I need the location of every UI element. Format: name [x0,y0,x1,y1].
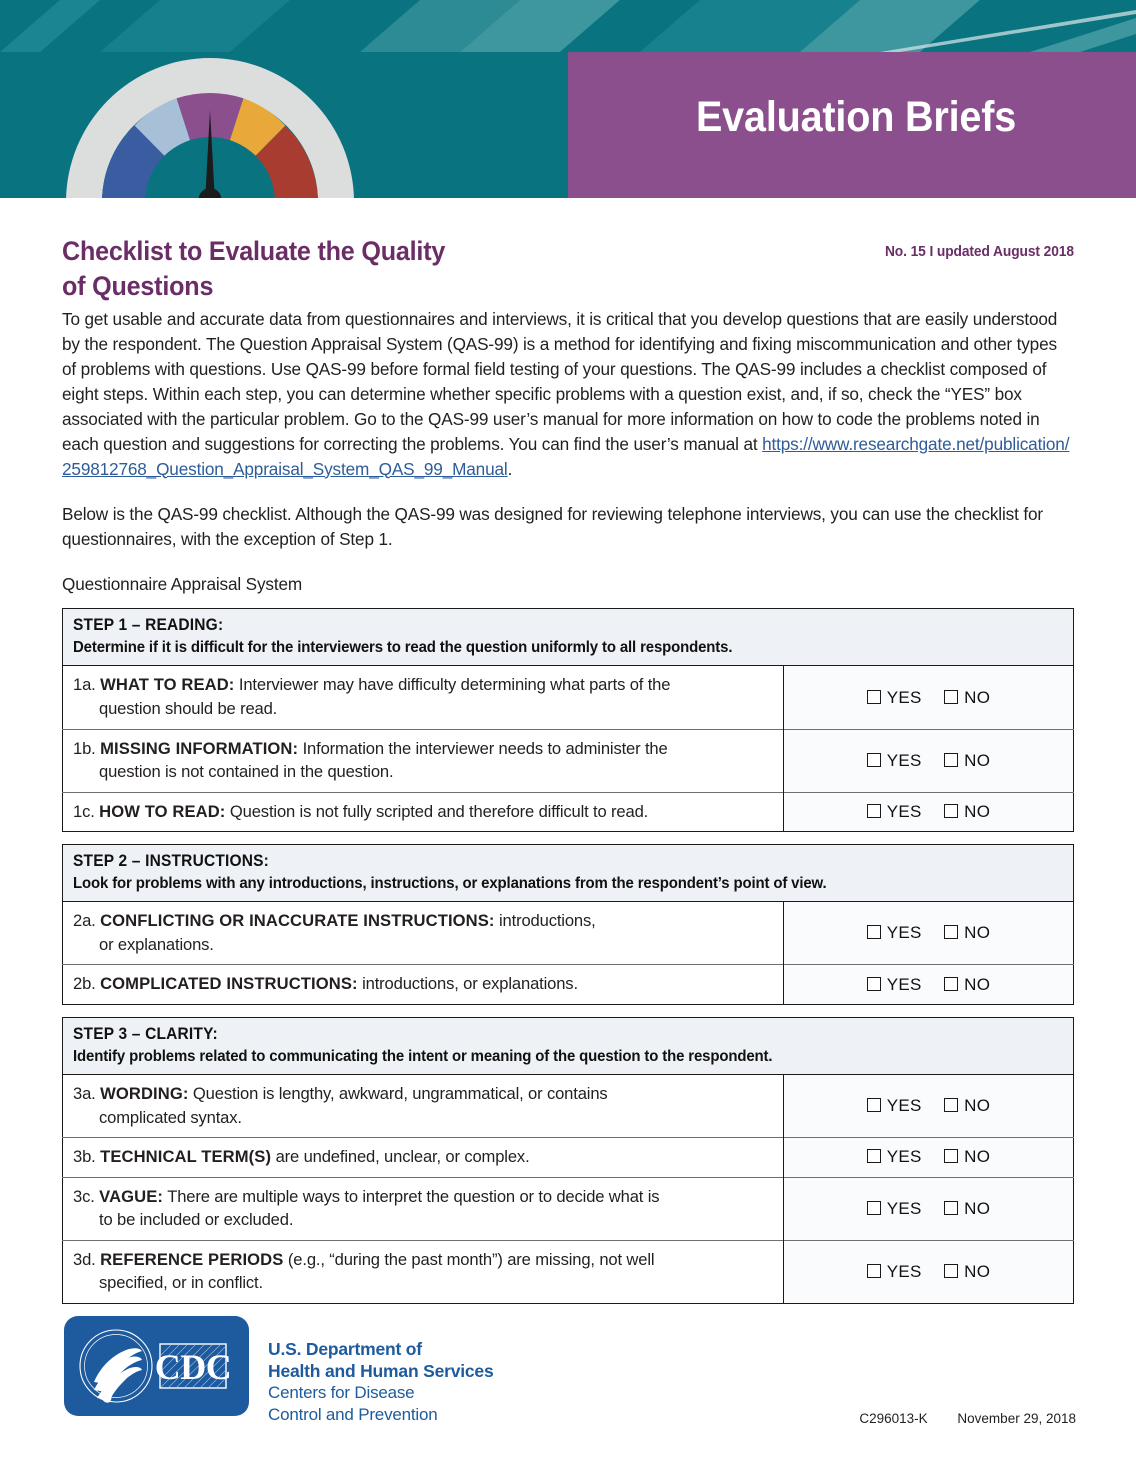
no-label: NO [964,1096,991,1116]
answer-cell [784,965,1074,1005]
checkbox-icon[interactable] [867,925,881,939]
svg-text:CDC: CDC [154,1347,232,1387]
item-rest: are undefined, unclear, or complex. [271,1147,530,1167]
no-label: NO [964,1198,991,1218]
page-footer [0,1296,1136,1458]
table-row [63,666,1074,729]
checkbox-icon[interactable] [944,977,958,991]
no-option[interactable] [944,975,990,995]
item-text-cell [63,902,784,965]
table-row [63,729,1074,792]
no-option[interactable] [944,923,990,943]
step-table-1 [62,608,1074,832]
step-name: STEP 2 – INSTRUCTIONS: [73,852,270,871]
step-header-cell [63,609,1074,666]
answer-cell [784,1240,1074,1303]
page-title [62,234,639,303]
no-option[interactable] [944,1199,990,1219]
item-rest: Question is lengthy, awkward, ungrammatical, or contains [188,1083,608,1103]
item-rest: There are multiple ways to interpret the question or to decide what is [163,1186,660,1206]
table-row [63,792,1074,832]
yes-label: YES [886,750,922,770]
item-text-cell [63,965,784,1005]
intro-text-part2: . [507,458,513,479]
item-text-cell [63,1177,784,1240]
checkbox-icon[interactable] [944,1149,958,1163]
yes-option[interactable] [867,1199,922,1219]
yes-label: YES [886,1096,922,1116]
checkbox-icon[interactable] [944,753,958,767]
item-text-cell [63,1240,784,1303]
no-label: NO [964,750,991,770]
checkbox-icon[interactable] [867,753,881,767]
intro-paragraph [62,307,1074,482]
checkbox-icon[interactable] [944,1201,958,1215]
step-header-cell [63,1017,1074,1074]
hhs-seal-icon [80,1330,152,1404]
item-rest: (e.g., “during the past month”) are missing, not well [283,1249,655,1269]
step-description: Determine if it is difficult for the interviewers to read the question uniformly to all respondents. [73,639,733,657]
item-second-line: to be included or excluded. [99,1210,294,1230]
dept-line-3: Centers for Disease [268,1383,415,1403]
yes-option[interactable] [867,1096,922,1116]
no-label: NO [964,687,991,707]
item-second-line: question should be read. [99,699,278,719]
item-rest: introductions, or explanations. [357,974,578,994]
step-header-row [63,845,1074,902]
cdc-wordmark-icon [155,1344,232,1388]
banner-stripe-decoration [0,0,1136,52]
item-number: 3a. [73,1083,96,1103]
checkbox-icon[interactable] [944,690,958,704]
answer-cell [784,1177,1074,1240]
answer-cell [784,1138,1074,1178]
item-number: 2a. [73,911,96,931]
gauge-meter-icon [60,50,360,198]
item-text-cell [63,792,784,832]
item-lead: MISSING INFORMATION: [100,738,299,758]
checkbox-icon[interactable] [944,804,958,818]
no-option[interactable] [944,802,990,822]
item-text-cell [63,729,784,792]
dept-line-4: Control and Prevention [268,1404,438,1424]
step-description: Look for problems with any introductions, instructions, or explanations from the respondent’s point of view. [73,875,827,893]
checkbox-icon[interactable] [867,1098,881,1112]
yes-label: YES [886,1147,922,1167]
step-name: STEP 3 – CLARITY: [73,1024,218,1043]
title-row [62,234,1074,303]
item-lead: WORDING: [100,1083,189,1103]
qas-manual-link[interactable]: https://www.researchgate.net/publication/259812768_Question_Appraisal_System_QAS_99_Manual [62,433,1070,479]
answer-cell [784,1074,1074,1137]
answer-cell [784,792,1074,832]
step-description: Identify problems related to communicating the intent or meaning of the question to the respondent. [73,1047,773,1065]
no-option[interactable] [944,688,990,708]
item-number: 3b. [73,1147,96,1167]
page-content [0,234,1136,1304]
item-number: 1b. [73,738,96,758]
checkbox-icon[interactable] [867,977,881,991]
yes-option[interactable] [867,975,922,995]
item-rest: Question is not fully scripted and therefore difficult to read. [225,801,649,821]
no-option[interactable] [944,1147,990,1167]
system-label: Questionnaire Appraisal System [62,573,303,594]
checkbox-icon[interactable] [944,1098,958,1112]
item-number: 1c. [73,801,95,821]
checkbox-icon[interactable] [944,1264,958,1278]
item-rest: introductions, [494,911,596,931]
answer-cell [784,666,1074,729]
step-table-2 [62,844,1074,1005]
dept-line-2: Health and Human Services [268,1361,494,1382]
item-text-cell [63,1074,784,1137]
no-option[interactable] [944,1262,990,1282]
no-label: NO [964,1261,991,1281]
item-number: 3c. [73,1186,95,1206]
no-label: NO [964,974,991,994]
below-paragraph: Below is the QAS-99 checklist. Although the QAS-99 was designed for reviewing telephone interviews, you can use the checklist for questionnaires, with the exception of Step 1. [62,503,1043,549]
no-option[interactable] [944,751,990,771]
yes-option[interactable] [867,688,922,708]
no-label: NO [964,802,991,821]
table-row [63,965,1074,1005]
item-rest: Interviewer may have difficulty determining what parts of the [234,675,671,695]
yes-label: YES [886,687,922,707]
step-header-row [63,609,1074,666]
table-row [63,1177,1074,1240]
issue-meta: No. 15 I updated August 2018 [885,244,1074,260]
yes-label: YES [886,923,922,943]
no-option[interactable] [944,1096,990,1116]
publication-code: C296013-K [859,1411,928,1426]
item-number: 1a. [73,675,96,695]
dept-line-1: U.S. Department of [268,1339,422,1359]
no-label: NO [964,1147,991,1167]
step-table-3 [62,1017,1074,1304]
checkbox-icon[interactable] [867,690,881,704]
item-rest: Information the interviewer needs to administer the [298,738,668,758]
yes-label: YES [886,802,922,821]
checkbox-icon[interactable] [867,1201,881,1215]
brief-title: Evaluation Briefs [695,93,1017,141]
item-number: 3d. [73,1249,96,1269]
publication-meta [859,1411,1076,1426]
yes-label: YES [886,1198,922,1218]
item-text-cell [63,666,784,729]
checkbox-icon[interactable] [944,925,958,939]
step-header-row [63,1017,1074,1074]
item-lead: CONFLICTING OR INACCURATE INSTRUCTIONS: [100,911,495,931]
item-second-line: complicated syntax. [99,1107,242,1127]
item-lead: HOW TO READ: [99,801,226,821]
item-lead: REFERENCE PERIODS [100,1249,284,1269]
page-title-line2: of Questions [62,270,214,301]
page-title-line1: Checklist to Evaluate the Quality [62,236,446,266]
yes-option[interactable] [867,802,922,822]
yes-label: YES [886,1261,922,1281]
item-lead: WHAT TO READ: [100,675,235,695]
table-row [63,902,1074,965]
intro-text-part1: To get usable and accurate data from questionnaires and interviews, it is critical that you develop questions that are easily understood by the respondent. The Question Appraisal System (QAS-99) is a method for identifying and fixing miscommunication and other types of problems with questions. Use QAS-99 before formal field testing of your questions. The QAS-99 includes a checklist composed of eight steps. Within each step, you can determine whether specific problems with a question exist, and, if so, check the “YES” box associated with the particular problem. Go to the QAS-99 user’s manual for more information on how to code the problems noted in each question and suggestions for correcting the problems. You can find the user’s manual at [62,309,1058,454]
item-second-line: specified, or in conflict. [99,1273,263,1293]
item-number: 2b. [73,974,96,994]
item-second-line: question is not contained in the question. [99,762,394,782]
table-row [63,1074,1074,1137]
checkbox-icon[interactable] [867,804,881,818]
item-lead: VAGUE: [99,1186,164,1206]
item-lead: COMPLICATED INSTRUCTIONS: [100,974,358,994]
item-lead: TECHNICAL TERM(S) [100,1147,272,1167]
item-second-line: or explanations. [99,934,214,954]
yes-option[interactable] [867,923,922,943]
yes-option[interactable] [867,751,922,771]
no-label: NO [964,923,991,943]
hhs-cdc-logo [64,1316,249,1416]
step-name: STEP 1 – READING: [73,616,224,635]
publication-date: November 29, 2018 [957,1411,1076,1426]
department-text [268,1338,494,1425]
answer-cell [784,902,1074,965]
yes-option[interactable] [867,1147,922,1167]
yes-label: YES [886,974,922,994]
table-row [63,1138,1074,1178]
yes-option[interactable] [867,1262,922,1282]
checkbox-icon[interactable] [867,1264,881,1278]
table-row [63,1240,1074,1303]
page-banner [0,0,1136,198]
item-text-cell [63,1138,784,1178]
step-header-cell [63,845,1074,902]
answer-cell [784,729,1074,792]
checkbox-icon[interactable] [867,1149,881,1163]
